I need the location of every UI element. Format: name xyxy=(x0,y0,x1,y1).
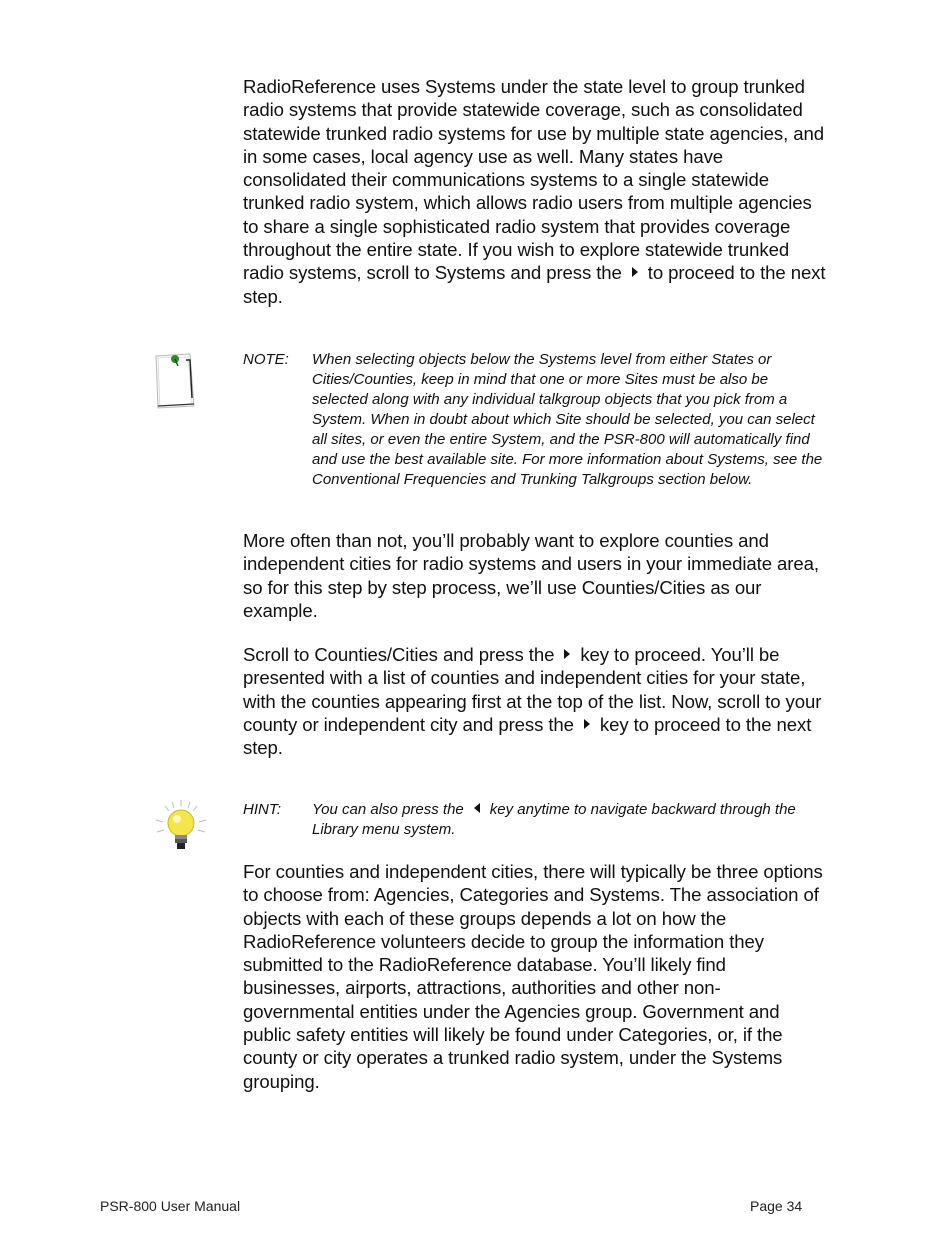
footer-page-number: Page 34 xyxy=(750,1198,803,1214)
right-arrow-icon xyxy=(632,267,638,277)
paragraph-options: For counties and independent cities, there will typically be three options to choose from: Agencies, Categories and Systems. The association of objects with each of these groups depends a lot on how the RadioReference volunteers decide to group the information they submitted to the RadioReference database. You’ll likely find businesses, airports, attractions, authorities and other non-governmental entities under the Agencies group. Government and public safety entities will likely be found under Categories, or, if the county or city operates a trunked radio system, under the Systems grouping. xyxy=(243,861,823,1092)
note-label: NOTE: xyxy=(243,351,289,368)
note-callout xyxy=(243,350,828,490)
left-arrow-icon xyxy=(474,803,480,813)
hint-label: HINT: xyxy=(243,801,282,818)
footer-manual-title: PSR-800 User Manual xyxy=(100,1198,241,1214)
note-text: When selecting objects below the Systems level from either States or Cities/Counties, keep in mind that one or more Sites must be also be selected along with any individual talkgroup objects that you pick from a System. When in doubt about which Site should be selected, you can select all sites, or even the entire System, and the PSR-800 will automatically find and use the best available site. For more information about Systems, see the Conventional Frequencies and Trunking Talkgroups section below. xyxy=(312,351,823,488)
note-paper-icon xyxy=(150,348,198,417)
right-arrow-icon xyxy=(564,649,570,659)
paragraph-counties: More often than not, you’ll probably want to explore counties and independent cities for radio systems and users in your immediate area, so for this step by step process, we’ll use Counties/Cities as our example. xyxy=(243,530,819,621)
hint-callout xyxy=(243,800,828,840)
paragraph-scroll: Scroll to Counties/Cities and press the key to proceed. You’ll be presented with a list of counties and independent cities for your state, with the counties appearing first at the top of the list. Now, scroll to your county or independent city and press the key to proceed to the next step. xyxy=(243,644,822,759)
lightbulb-icon xyxy=(152,798,210,859)
right-arrow-icon xyxy=(584,719,590,729)
hint-text: You can also press the key anytime to navigate backward through the Library menu system. xyxy=(312,801,796,838)
paragraph-systems: RadioReference uses Systems under the state level to group trunked radio systems that provide statewide coverage, such as consolidated statewide trunked radio systems for use by multiple state agencies, and in some cases, local agency use as well. Many states have consolidated their communications systems to a single statewide trunked radio system, which allows radio users from multiple agencies to share a single sophisticated radio system that provides coverage throughout the entire state. If you wish to explore statewide trunked radio systems, scroll to Systems and press the to proceed to the next step. xyxy=(243,76,826,307)
